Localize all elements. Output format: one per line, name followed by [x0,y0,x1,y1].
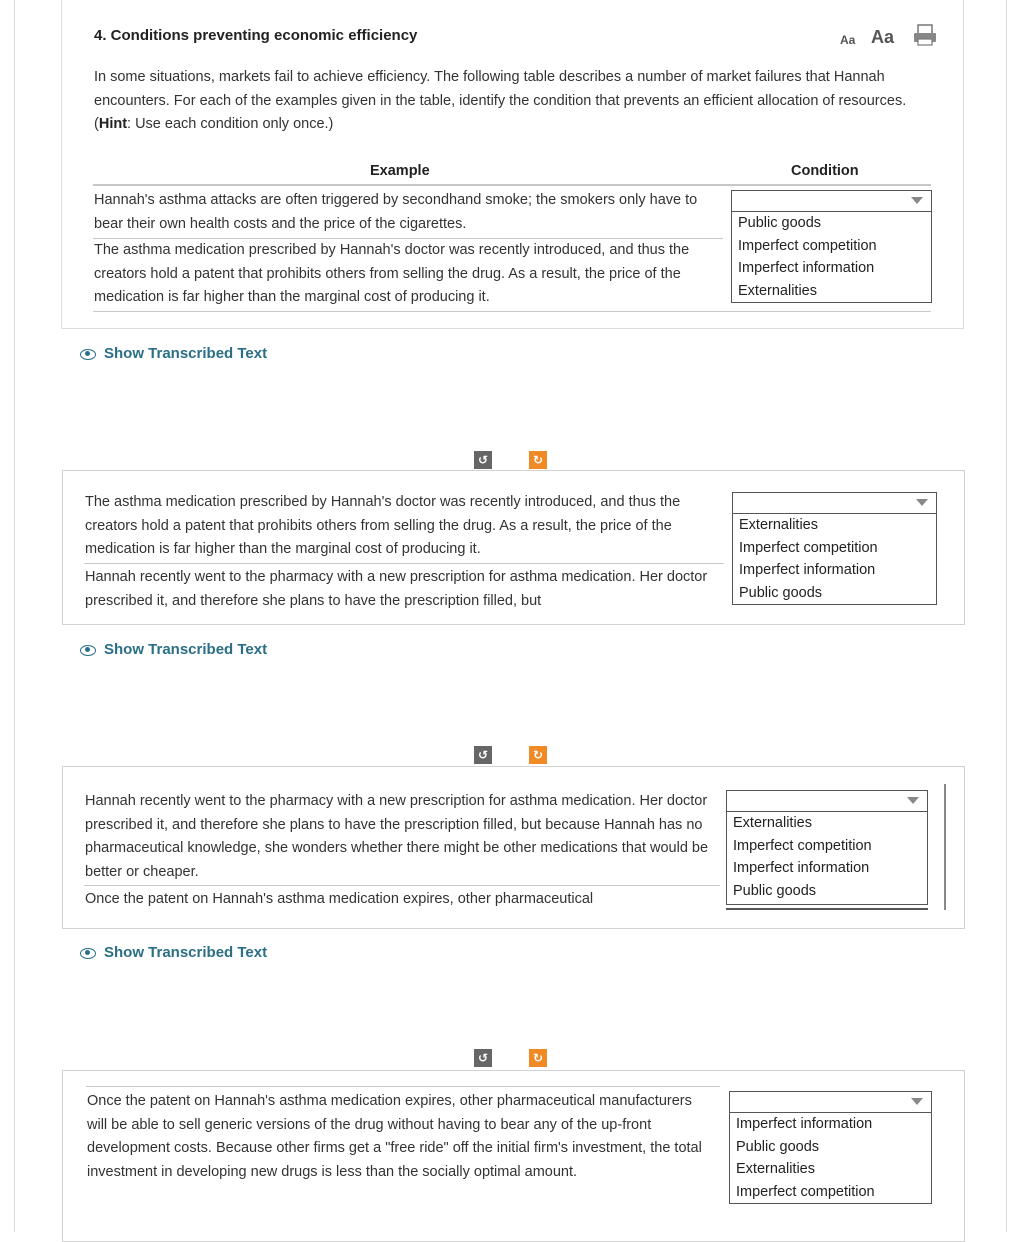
eye-icon [80,645,96,656]
reset-icon[interactable]: ↻ [529,1049,547,1067]
option-imperfect-competition[interactable]: Imperfect competition [739,539,878,556]
option-imperfect-competition[interactable]: Imperfect competition [736,1183,875,1200]
example-row-externalities: Hannah's asthma attacks are often triggered by secondhand smoke; the smokers only have to bear their own health costs and the price of the cigarettes. [94,192,698,232]
condition-dropdown-1[interactable] [731,190,932,212]
eye-icon [80,349,96,360]
question-title: 4. Conditions preventing economic efficiency [94,27,418,44]
frame-right-border [963,0,964,329]
option-imperfect-information[interactable]: Imperfect information [739,562,876,578]
condition-options-4[interactable] [729,1112,932,1204]
increase-font-button[interactable]: Aa [871,27,895,47]
undo-icon[interactable]: ↺ [474,451,492,469]
condition-options-2[interactable] [732,513,937,605]
instructions-text: In some situations, markets fail to achieve efficiency. The following table describes a number of market failures that Hannah encounters. For each of the examples given in the table, identify the condition that prevents an efficient allocation of resources. ( [94,69,907,132]
option-imperfect-competition[interactable]: Imperfect competition [733,837,872,854]
option-externalities[interactable]: Externalities [738,282,817,299]
page-right-border [1006,0,1007,1232]
reset-icon[interactable]: ↻ [529,451,547,469]
example-row-patent: The asthma medication prescribed by Hannah's doctor was recently introduced, and thus the creators hold a patent that prohibits others from selling the drug. As a result, the price of the medication is far higher than the marginal cost of producing it. [85,494,681,557]
frame-bottom-border [61,328,964,329]
row-divider [84,885,720,886]
show-transcribed-text-link-1[interactable] [80,345,267,362]
option-public-goods[interactable]: Public goods [733,882,817,899]
condition-dropdown-4[interactable] [729,1091,932,1113]
frame-left-border [61,0,62,329]
row-divider [86,1086,720,1087]
example-row-patent: The asthma medication prescribed by Hannah's doctor was recently introduced, and thus the creators hold a patent that prohibits others from selling the drug. As a result, the price of the medication is far higher than the marginal cost of producing it. [94,242,690,305]
option-imperfect-information[interactable]: Imperfect information [733,860,870,876]
option-imperfect-information[interactable]: Imperfect information [736,1116,873,1132]
chevron-down-icon [911,197,923,204]
option-public-goods[interactable]: Public goods [739,584,823,601]
chevron-down-icon [911,1098,923,1105]
hint-label: Hint [98,116,128,132]
chevron-down-icon [907,797,919,804]
row-divider [84,563,724,564]
instructions [94,66,934,137]
show-transcribed-label: Show Transcribed Text [104,944,268,961]
table-header-rule [93,184,931,186]
show-transcribed-label: Show Transcribed Text [104,641,268,658]
option-externalities[interactable]: Externalities [739,517,818,533]
option-imperfect-information[interactable]: Imperfect information [738,260,875,276]
condition-column-header: Condition [791,163,859,179]
example-row-public-goods: Once the patent on Hannah's asthma medication expires, other pharmaceutical manufacturers will be able to sell generic versions of the drug without having to bear any of the up-front development costs. Because other firms get a "free ride" off the initial firm's investment, the total investment in developing new drugs is less than the socially optimal amount. [87,1093,702,1180]
option-public-goods[interactable]: Public goods [736,1138,820,1155]
page-left-border [14,0,15,1232]
table-bottom-rule [93,311,931,312]
show-transcribed-label: Show Transcribed Text [104,345,268,362]
example-row-public-goods: Once the patent on Hannah's asthma medication expires, other pharmaceutical [85,891,594,907]
printer-icon[interactable] [913,24,937,46]
scrollbar[interactable] [944,784,946,910]
condition-options-3[interactable] [726,811,928,905]
chevron-down-icon [916,499,928,506]
show-transcribed-text-link-2[interactable] [80,641,267,658]
option-externalities[interactable]: Externalities [733,815,812,831]
example-row-information: Hannah recently went to the pharmacy with a new prescription for asthma medication. Her doctor prescribed it, and therefore she plans to have the prescription filled, but [85,569,708,609]
option-externalities[interactable]: Externalities [736,1161,815,1177]
reset-icon[interactable]: ↻ [529,746,547,764]
option-public-goods[interactable]: Public goods [738,215,822,231]
condition-dropdown-3[interactable] [726,790,928,812]
row-divider [726,908,928,910]
example-column-header: Example [370,163,430,179]
example-row-information: Hannah recently went to the pharmacy with a new prescription for asthma medication. Her doctor prescribed it, and therefore she plans to have the prescription filled, but because Hannah has no pharmaceutical knowledge, she wonders whether there might be other medications that would be better or cheaper. [85,793,709,880]
decrease-font-button[interactable]: Aa [840,33,856,47]
condition-dropdown-2[interactable] [732,492,937,514]
option-imperfect-competition[interactable]: Imperfect competition [738,237,877,254]
hint-text: : Use each condition only once.) [127,116,334,132]
condition-options-1[interactable] [731,211,932,303]
undo-icon[interactable]: ↺ [474,1049,492,1067]
show-transcribed-text-link-3[interactable] [80,944,267,961]
undo-icon[interactable]: ↺ [474,746,492,764]
eye-icon [80,948,96,959]
